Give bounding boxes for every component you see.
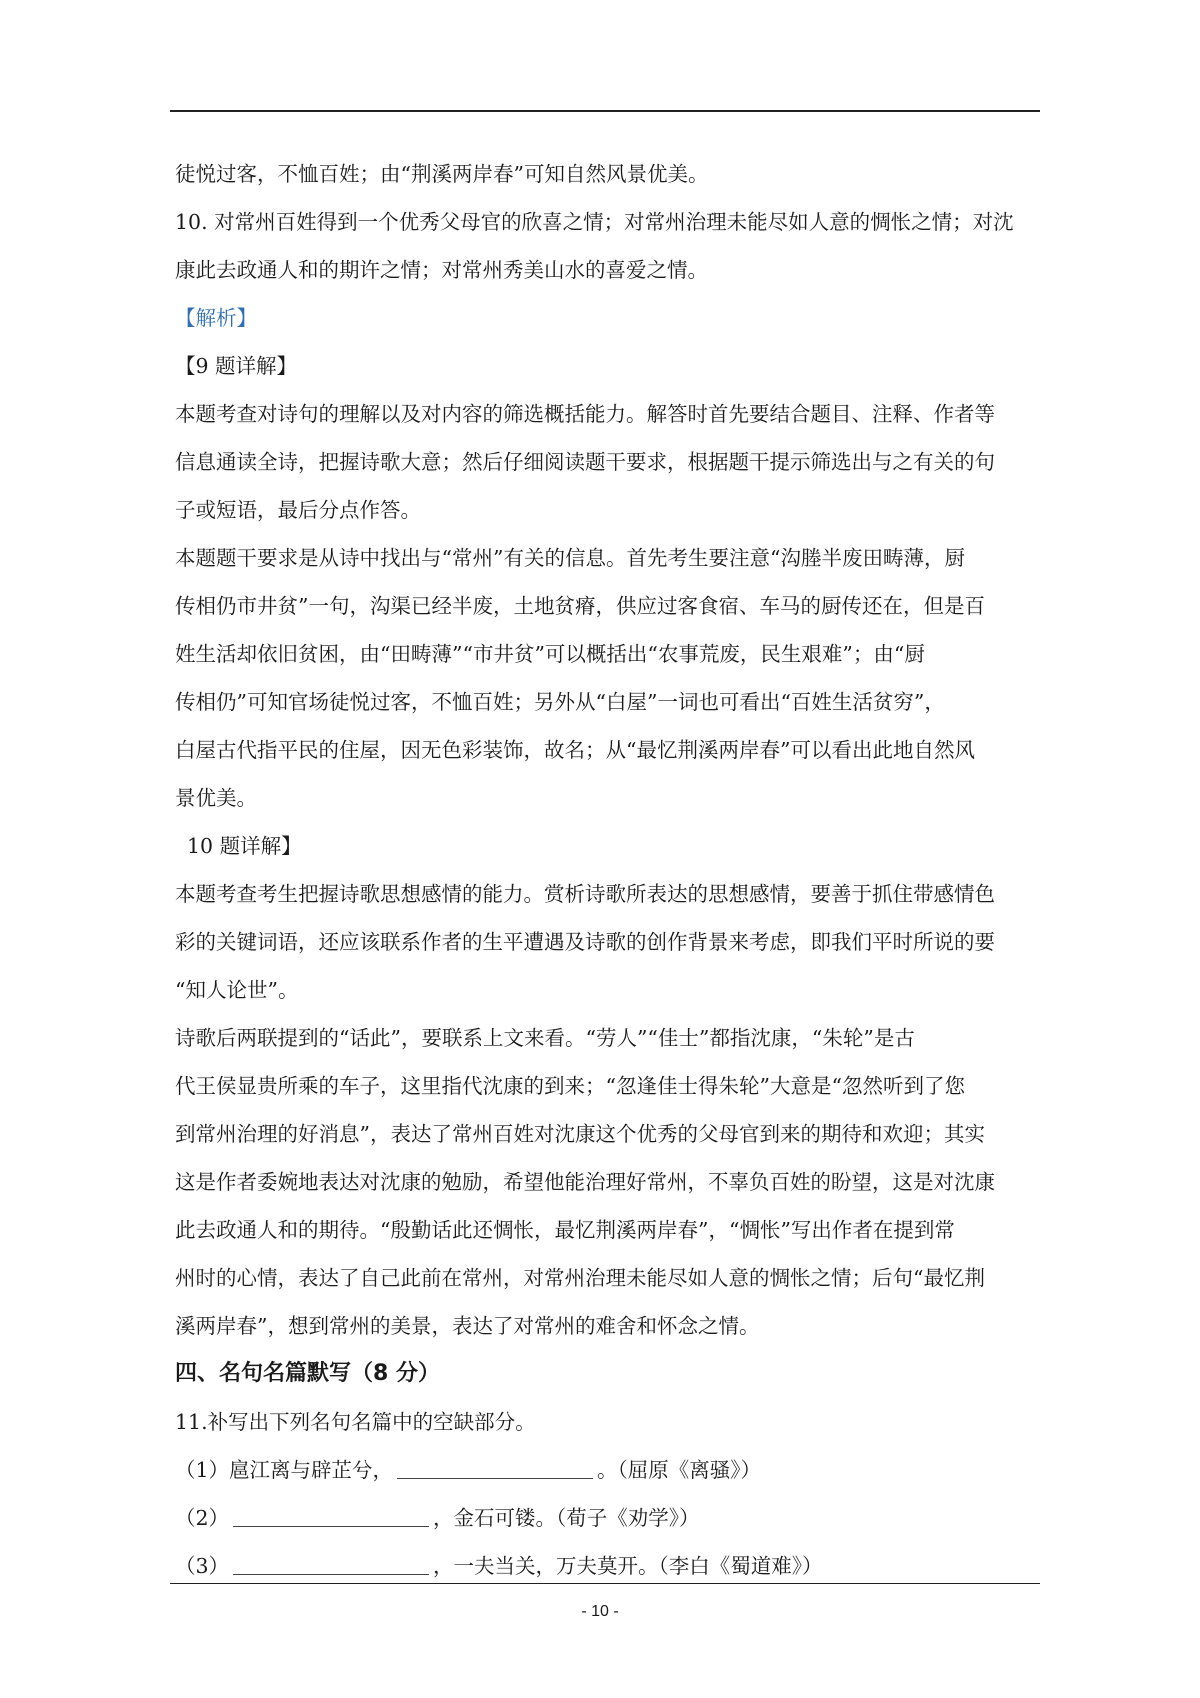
analysis-label: 【解析】 bbox=[175, 306, 257, 330]
fill-in-blank[interactable] bbox=[233, 1552, 429, 1575]
paragraph-line: 本题考查对诗句的理解以及对内容的筛选概括能力。解答时首先要结合题目、注释、作者等 bbox=[175, 402, 995, 426]
item-text-after: ，一夫当关，万夫莫开。（李白《蜀道难》） bbox=[433, 1554, 823, 1578]
item-text-before: 扈江离与辟芷兮， bbox=[229, 1458, 394, 1482]
answer-9-continuation: 徒悦过客，不恤百姓；由“荆溪两岸春”可知自然风景优美。 bbox=[175, 162, 709, 186]
q11-item-1 bbox=[175, 1446, 1045, 1494]
document-body bbox=[175, 150, 1045, 1590]
paragraph-line: 白屋古代指平民的住屋，因无色彩装饰，故名；从“最忆荆溪两岸春”可以看出此地自然风 bbox=[175, 738, 975, 762]
paragraph-line: 传相仍”可知官场徒悦过客，不恤百姓；另外从“白屋”一词也可看出“百姓生活贫穷”， bbox=[175, 690, 945, 714]
paragraph-line: 此去政通人和的期待。“殷勤话此还惆怅，最忆荆溪两岸春”，“惆怅”写出作者在提到常 bbox=[175, 1218, 955, 1242]
answer-10-line-2: 康此去政通人和的期许之情；对常州秀美山水的喜爱之情。 bbox=[175, 258, 708, 282]
q10-detail-heading: 10 题详解】 bbox=[187, 834, 302, 858]
page-number: - 10 - bbox=[581, 1603, 619, 1620]
item-number: （1） bbox=[175, 1458, 230, 1482]
paragraph-line: 溪两岸春”，想到常州的美景，表达了对常州的难舍和怀念之情。 bbox=[175, 1314, 760, 1338]
paragraph-line: 诗歌后两联提到的“话此”，要联系上文来看。“劳人”“佳士”都指沈康，“朱轮”是古 bbox=[175, 1026, 915, 1050]
answer-10-line-1: 10. 对常州百姓得到一个优秀父母官的欣喜之情；对常州治理未能尽如人意的惆怅之情；对沈 bbox=[175, 210, 1014, 234]
paragraph-line: 彩的关键词语，还应该联系作者的生平遭遇及诗歌的创作背景来考虑，即我们平时所说的要 bbox=[175, 930, 995, 954]
paragraph-line: 景优美。 bbox=[175, 786, 257, 810]
paragraph-line: 代王侯显贵所乘的车子，这里指代沈康的到来；“忽逢佳士得朱轮”大意是“忽然听到了您 bbox=[175, 1074, 965, 1098]
item-number: （3） bbox=[175, 1554, 230, 1578]
q9-detail-heading: 【9 题详解】 bbox=[175, 354, 298, 378]
question-11: 11.补写出下列名句名篇中的空缺部分。 bbox=[175, 1410, 536, 1434]
paragraph-line: 姓生活却依旧贫困，由“田畴薄”“市井贫”可以概括出“农事荒废，民生艰难”；由“厨 bbox=[175, 642, 925, 666]
paragraph-line: 子或短语，最后分点作答。 bbox=[175, 498, 421, 522]
fill-in-blank[interactable] bbox=[397, 1456, 593, 1479]
paragraph-line: 到常州治理的好消息”，表达了常州百姓对沈康这个优秀的父母官到来的期待和欢迎；其实 bbox=[175, 1122, 985, 1146]
footer-rule bbox=[170, 1583, 1040, 1584]
q11-item-2 bbox=[175, 1494, 1045, 1542]
item-text-after: ，金石可镂。（荀子《劝学》） bbox=[433, 1506, 700, 1530]
paragraph-line: 信息通读全诗，把握诗歌大意；然后仔细阅读题干要求，根据题干提示筛选出与之有关的句 bbox=[175, 450, 995, 474]
paragraph-line: 这是作者委婉地表达对沈康的勉励，希望他能治理好常州，不辜负百姓的盼望，这是对沈康 bbox=[175, 1170, 995, 1194]
section-heading: 四、名句名篇默写（8 分） bbox=[175, 1361, 440, 1386]
paragraph-line: “知人论世”。 bbox=[175, 978, 299, 1002]
item-text-after: 。（屈原《离骚》） bbox=[597, 1458, 762, 1482]
fill-in-blank[interactable] bbox=[233, 1504, 429, 1527]
paragraph-line: 本题考查考生把握诗歌思想感情的能力。赏析诗歌所表达的思想感情，要善于抓住带感情色 bbox=[175, 882, 995, 906]
paragraph-line: 州时的心情，表达了自己此前在常州，对常州治理未能尽如人意的惆怅之情；后句“最忆荆 bbox=[175, 1266, 985, 1290]
item-number: （2） bbox=[175, 1506, 230, 1530]
paragraph-line: 传相仍市井贫”一句，沟渠已经半废，土地贫瘠，供应过客食宿、车马的厨传还在，但是百 bbox=[175, 594, 985, 618]
paragraph-line: 本题题干要求是从诗中找出与“常州”有关的信息。首先考生要注意“沟塍半废田畴薄，厨 bbox=[175, 546, 965, 570]
header-rule bbox=[170, 110, 1040, 112]
